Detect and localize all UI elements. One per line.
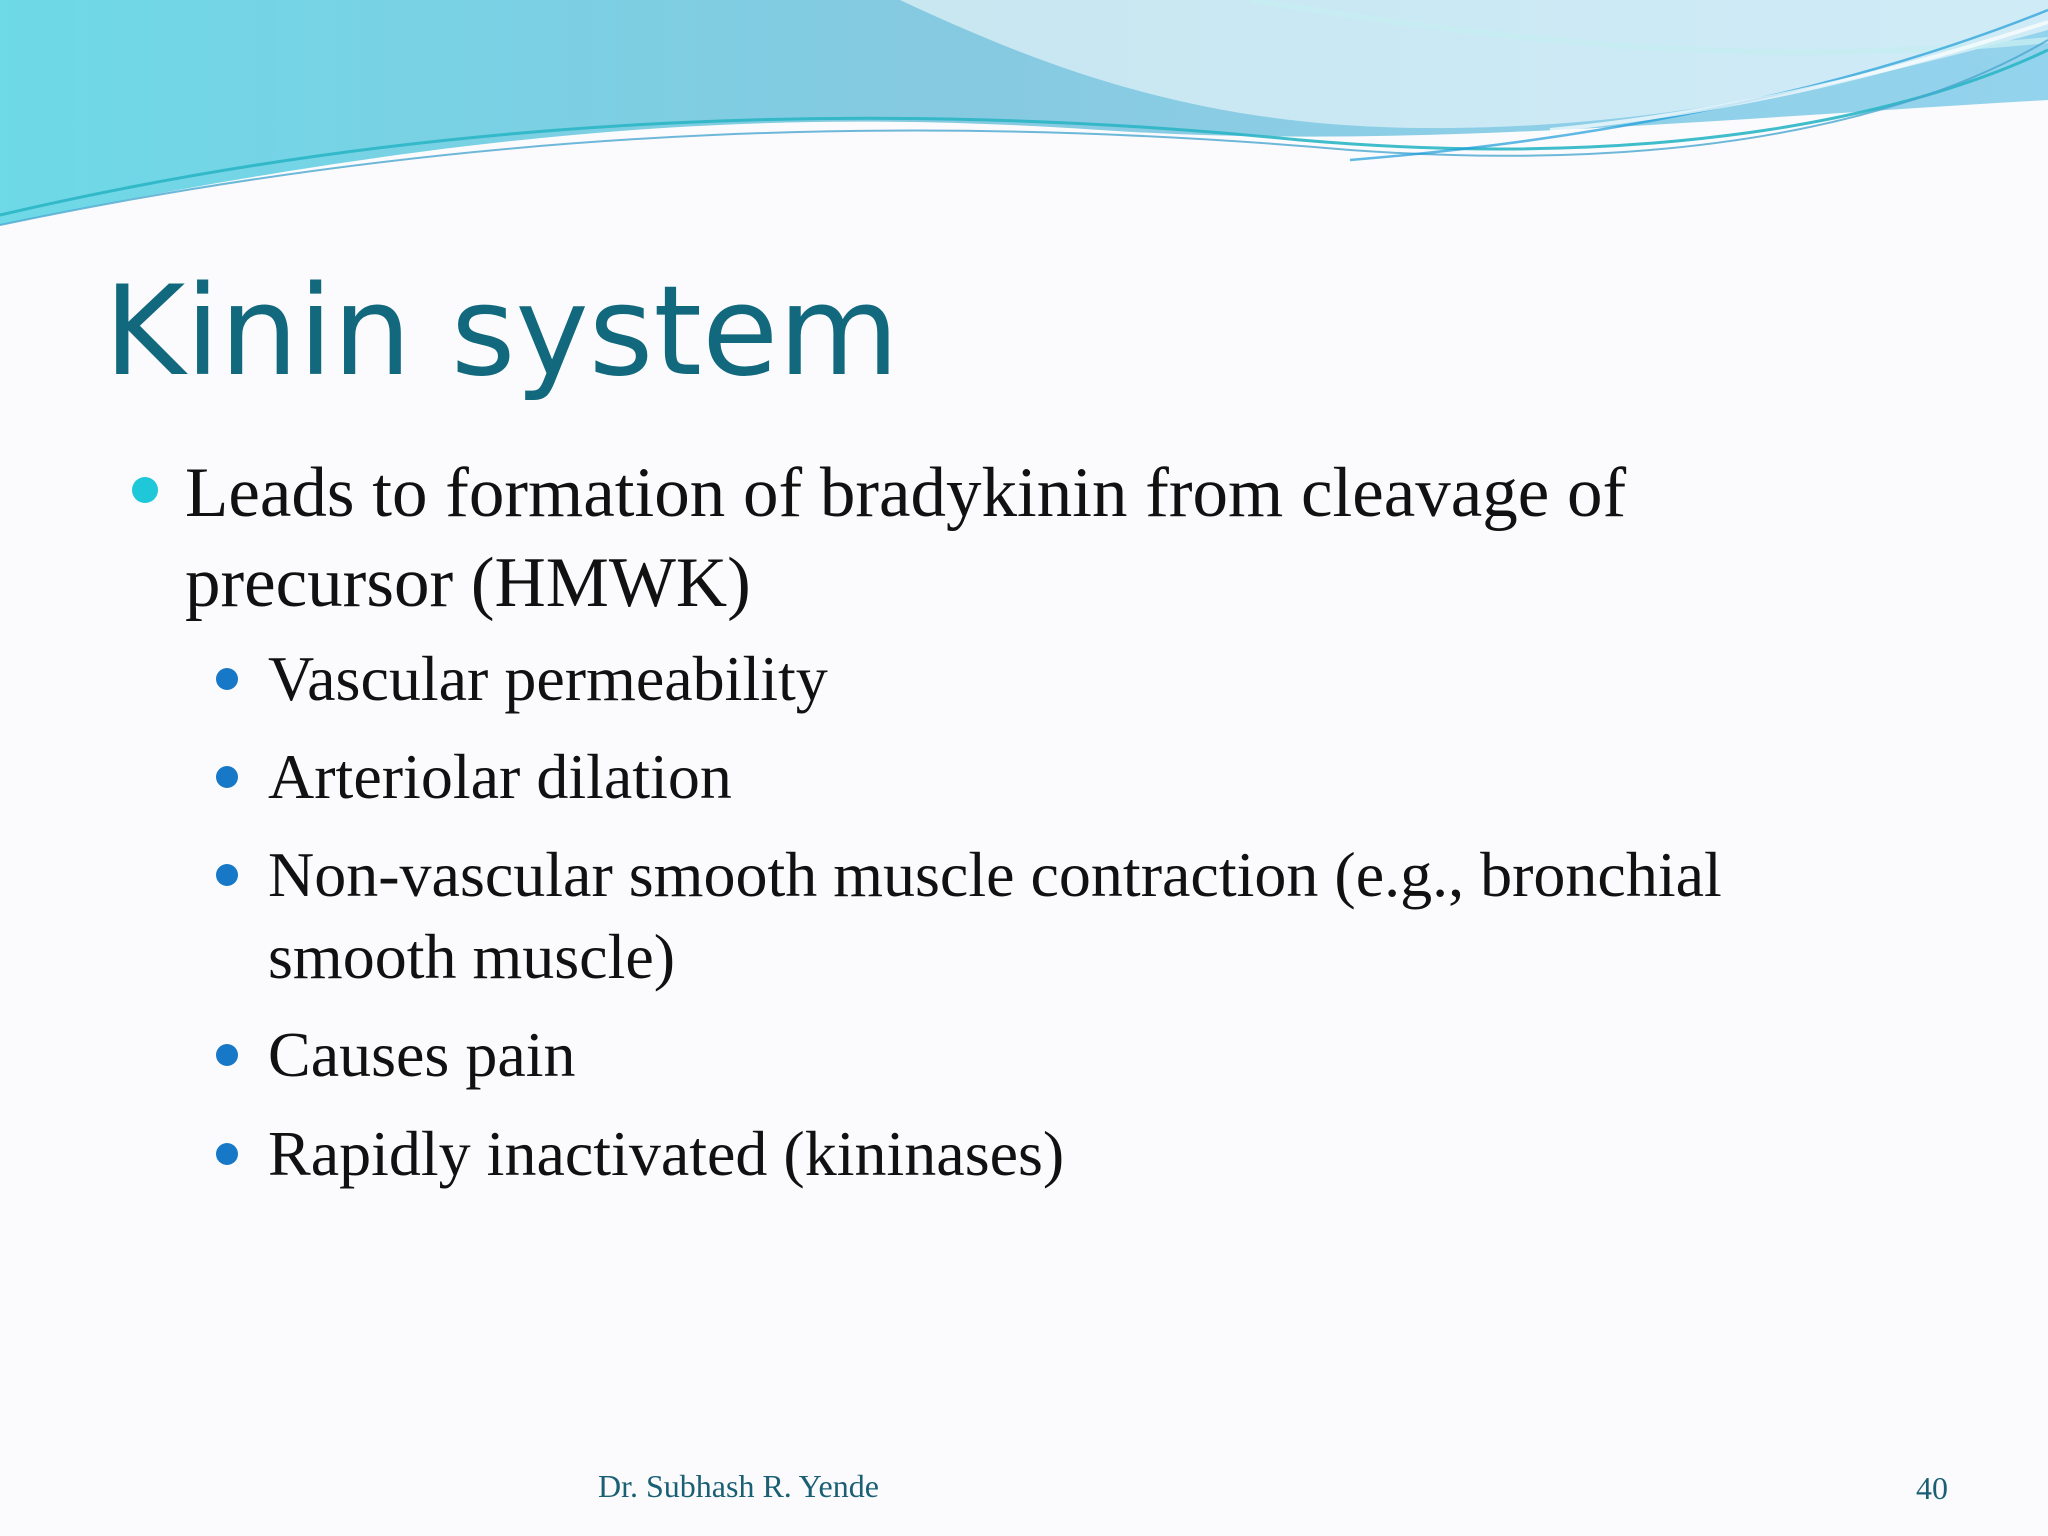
sub-bullet-text: Arteriolar dilation [268, 741, 732, 812]
sub-bullet-icon [216, 864, 238, 886]
header-wave-decoration [0, 0, 2048, 260]
sub-bullet-text: Vascular permeability [268, 643, 828, 714]
main-bullet-icon [132, 477, 158, 503]
sub-bullet-text: Causes pain [268, 1019, 576, 1090]
sub-bullet-icon [216, 1044, 238, 1066]
sub-bullet-icon [216, 766, 238, 788]
page-number: 40 [1916, 1470, 1948, 1506]
sub-bullet-text: Non-vascular smooth muscle contraction (e.g., bronchial smooth muscle) [268, 839, 1722, 992]
sub-bullet-text: Rapidly inactivated (kininases) [268, 1118, 1065, 1189]
sub-bullet-icon [216, 1143, 238, 1165]
slide-title: Kinin system [104, 260, 900, 404]
main-bullet-text: Leads to formation of bradykinin from cleavage of precursor (HMWK) [185, 454, 1627, 622]
footer-author: Dr. Subhash R. Yende [598, 1468, 879, 1504]
sub-bullet-icon [216, 668, 238, 690]
